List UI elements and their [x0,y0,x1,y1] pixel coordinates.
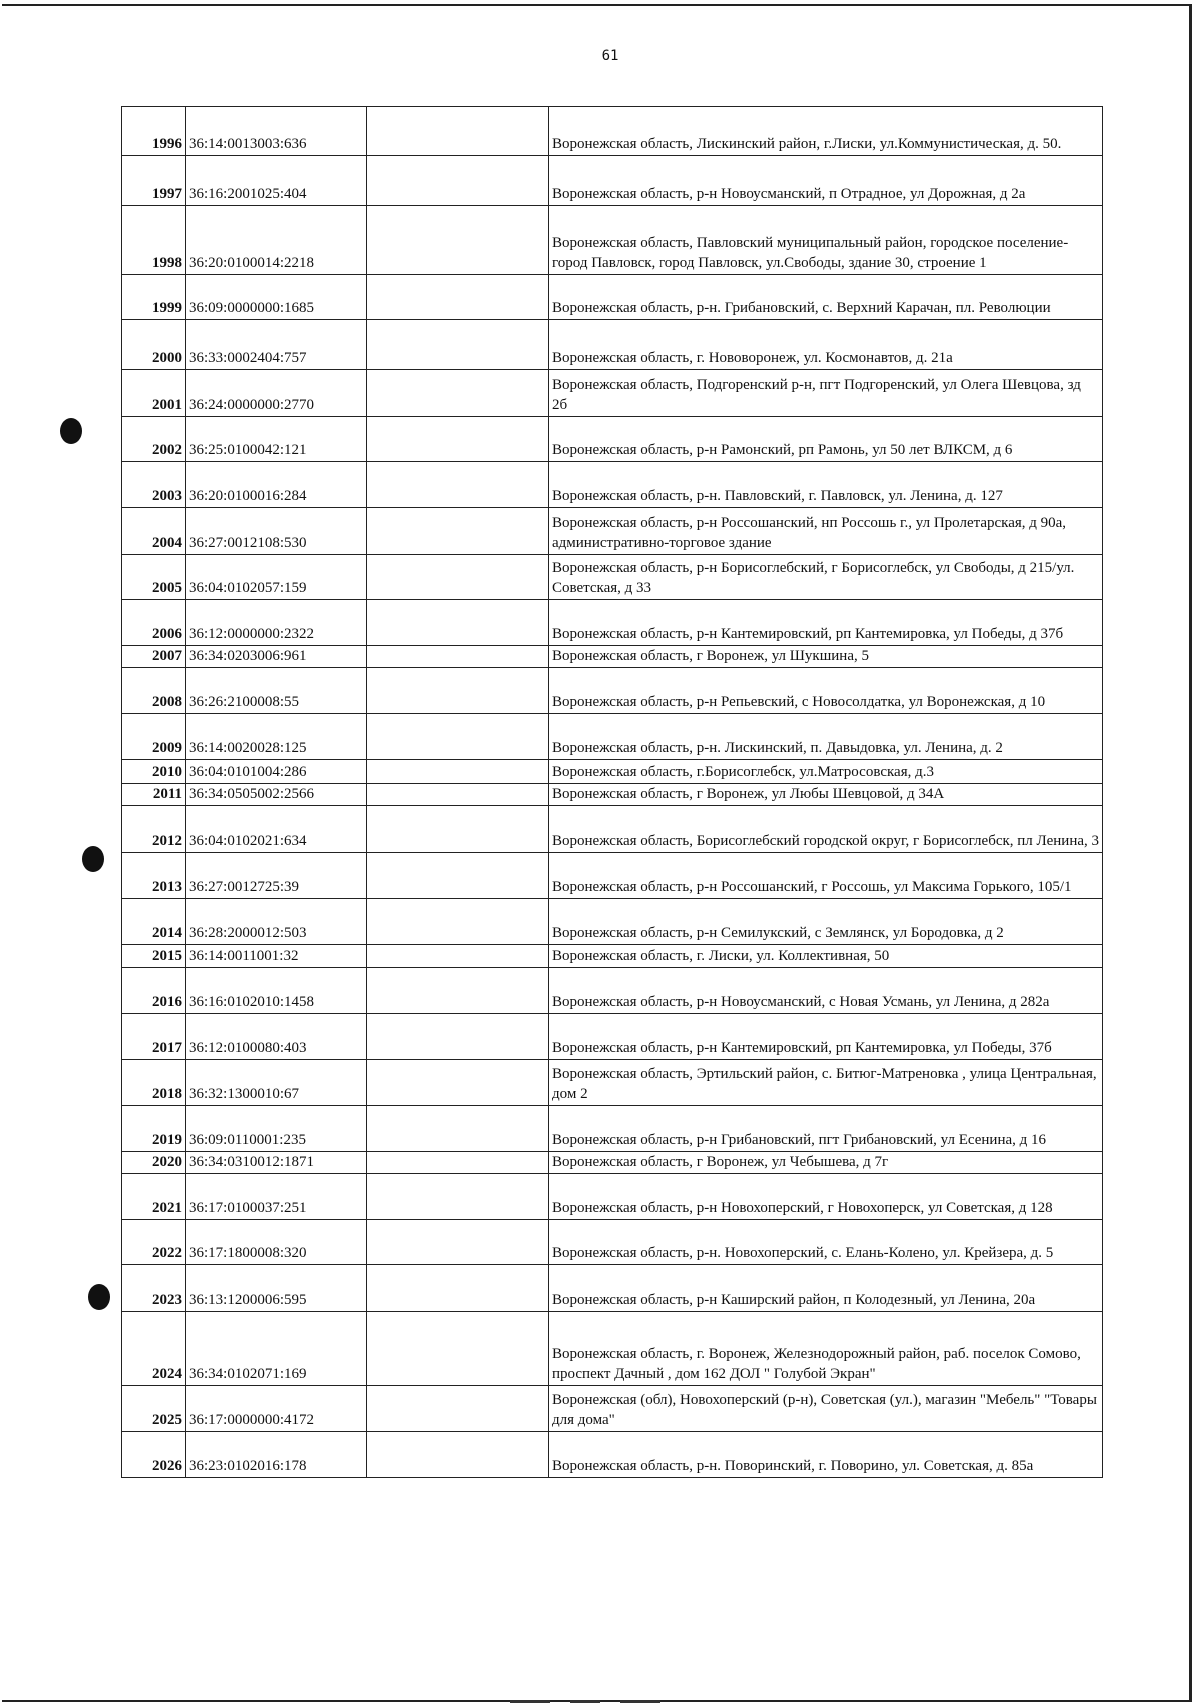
row-number-cell: 2013 [122,853,186,899]
empty-cell [367,760,549,784]
empty-cell [367,320,549,370]
row-number-cell: 2019 [122,1106,186,1152]
address-cell: Воронежская область, р-н Новохоперский, г Новохоперск, ул Советская, д 128 [549,1174,1103,1220]
address-cell: Воронежская область, г Воронеж, ул Шукшина, 5 [549,646,1103,668]
empty-cell [367,206,549,275]
cadastral-number-cell: 36:26:2100008:55 [186,668,367,714]
table-row [122,1432,1103,1478]
cadastral-number-cell: 36:27:0012108:530 [186,508,367,555]
address-cell: Воронежская область, г. Лиски, ул. Коллективная, 50 [549,945,1103,968]
table-row [122,370,1103,417]
address-cell: Воронежская область, р-н Россошанский, нп Россошь г., ул Пролетарская, д 90а, административно-торговое здание [549,508,1103,555]
address-cell: Воронежская область, р-н Новоусманский, п Отрадное, ул Дорожная, д 2а [549,156,1103,206]
cadastral-number-cell: 36:34:0203006:961 [186,646,367,668]
address-cell: Воронежская область, Борисоглебский городской округ, г Борисоглебск, пл Ленина, 3 [549,806,1103,853]
empty-cell [367,1014,549,1060]
cadastral-number-cell: 36:04:0101004:286 [186,760,367,784]
table-row [122,1386,1103,1432]
table-row [122,668,1103,714]
address-cell: Воронежская область, р-н Новоусманский, с Новая Усмань, ул Ленина, д 282а [549,968,1103,1014]
row-number-cell: 2025 [122,1386,186,1432]
row-number-cell: 2020 [122,1152,186,1174]
empty-cell [367,1152,549,1174]
cadastral-number-cell: 36:25:0100042:121 [186,417,367,462]
cadastral-number-cell: 36:23:0102016:178 [186,1432,367,1478]
address-cell: Воронежская область, Эртильский район, с. Битюг-Матреновка , улица Центральная, дом 2 [549,1060,1103,1106]
page-number: 61 [601,48,619,64]
row-number-cell: 2026 [122,1432,186,1478]
cadastral-number-cell: 36:04:0102057:159 [186,555,367,600]
table-row [122,156,1103,206]
table-row [122,1265,1103,1312]
table-row [122,945,1103,968]
scan-artifact-marks [510,1700,670,1703]
row-number-cell: 2018 [122,1060,186,1106]
address-cell: Воронежская область, р-н Борисоглебский, г Борисоглебск, ул Свободы, д 215/ул. Советская, д 33 [549,555,1103,600]
row-number-cell: 2003 [122,462,186,508]
empty-cell [367,462,549,508]
empty-cell [367,1106,549,1152]
address-cell: Воронежская область, р-н. Новохоперский, с. Елань-Колено, ул. Крейзера, д. 5 [549,1220,1103,1265]
address-cell: Воронежская область, р-н. Павловский, г. Павловск, ул. Ленина, д. 127 [549,462,1103,508]
row-number-cell: 1998 [122,206,186,275]
cadastral-number-cell: 36:28:2000012:503 [186,899,367,945]
table-row [122,462,1103,508]
table-row [122,968,1103,1014]
empty-cell [367,1432,549,1478]
cadastral-number-cell: 36:16:2001025:404 [186,156,367,206]
address-cell: Воронежская область, р-н Кантемировский, рп Кантемировка, ул Победы, д 37б [549,600,1103,646]
table-row [122,275,1103,320]
empty-cell [367,370,549,417]
empty-cell [367,646,549,668]
row-number-cell: 2024 [122,1312,186,1386]
empty-cell [367,275,549,320]
row-number-cell: 2023 [122,1265,186,1312]
table-row [122,646,1103,668]
row-number-cell: 1999 [122,275,186,320]
punch-hole-mark [88,1284,110,1310]
row-number-cell: 2015 [122,945,186,968]
cadastral-number-cell: 36:34:0505002:2566 [186,784,367,806]
address-cell: Воронежская область, р-н Репьевский, с Новосолдатка, ул Воронежская, д 10 [549,668,1103,714]
row-number-cell: 2004 [122,508,186,555]
cadastral-number-cell: 36:20:0100016:284 [186,462,367,508]
empty-cell [367,156,549,206]
table-row [122,508,1103,555]
address-cell: Воронежская область, Павловский муниципальный район, городское поселение- город Павловск, город Павловск, ул.Свободы, здание 30, строение 1 [549,206,1103,275]
address-cell: Воронежская область, Подгоренский р-н, пгт Подгоренский, ул Олега Шевцова, зд 2б [549,370,1103,417]
cadastral-number-cell: 36:14:0020028:125 [186,714,367,760]
row-number-cell: 2022 [122,1220,186,1265]
punch-hole-mark [82,846,104,872]
empty-cell [367,1174,549,1220]
cadastral-number-cell: 36:12:0100080:403 [186,1014,367,1060]
row-number-cell: 2012 [122,806,186,853]
address-cell: Воронежская область, р-н. Лискинский, п. Давыдовка, ул. Ленина, д. 2 [549,714,1103,760]
punch-hole-mark [60,418,82,444]
cadastral-number-cell: 36:27:0012725:39 [186,853,367,899]
empty-cell [367,1386,549,1432]
address-cell: Воронежская область, г. Нововоронеж, ул. Космонавтов, д. 21а [549,320,1103,370]
table-row [122,1220,1103,1265]
row-number-cell: 2009 [122,714,186,760]
cadastral-number-cell: 36:04:0102021:634 [186,806,367,853]
cadastral-number-cell: 36:16:0102010:1458 [186,968,367,1014]
row-number-cell: 2008 [122,668,186,714]
address-cell: Воронежская область, р-н Рамонский, рп Рамонь, ул 50 лет ВЛКСМ, д 6 [549,417,1103,462]
cadastral-number-cell: 36:09:0110001:235 [186,1106,367,1152]
row-number-cell: 2007 [122,646,186,668]
table-row [122,555,1103,600]
row-number-cell: 1997 [122,156,186,206]
row-number-cell: 1996 [122,107,186,156]
cadastral-number-cell: 36:17:0000000:4172 [186,1386,367,1432]
table-row [122,760,1103,784]
cadastral-number-cell: 36:09:0000000:1685 [186,275,367,320]
table-row [122,1014,1103,1060]
table-row [122,714,1103,760]
table-row [122,853,1103,899]
property-registry-table [121,106,1103,1478]
empty-cell [367,945,549,968]
empty-cell [367,784,549,806]
table-row [122,784,1103,806]
cadastral-number-cell: 36:34:0310012:1871 [186,1152,367,1174]
empty-cell [367,1220,549,1265]
empty-cell [367,1060,549,1106]
row-number-cell: 2011 [122,784,186,806]
address-cell: Воронежская область, р-н Россошанский, г Россошь, ул Максима Горького, 105/1 [549,853,1103,899]
address-cell: Воронежская область, г Воронеж, ул Любы Шевцовой, д 34А [549,784,1103,806]
empty-cell [367,668,549,714]
row-number-cell: 2005 [122,555,186,600]
address-cell: Воронежская область, г Воронеж, ул Чебышева, д 7г [549,1152,1103,1174]
address-cell: Воронежская область, р-н Грибановский, пгт Грибановский, ул Есенина, д 16 [549,1106,1103,1152]
address-cell: Воронежская область, р-н Каширский район, п Колодезный, ул Ленина, 20а [549,1265,1103,1312]
row-number-cell: 2006 [122,600,186,646]
cadastral-number-cell: 36:34:0102071:169 [186,1312,367,1386]
cadastral-number-cell: 36:14:0013003:636 [186,107,367,156]
cadastral-number-cell: 36:12:0000000:2322 [186,600,367,646]
empty-cell [367,714,549,760]
address-cell: Воронежская область, р-н. Поворинский, г. Поворино, ул. Советская, д. 85а [549,1432,1103,1478]
empty-cell [367,806,549,853]
table-row [122,600,1103,646]
address-cell: Воронежская область, р-н Кантемировский, рп Кантемировка, ул Победы, 37б [549,1014,1103,1060]
empty-cell [367,1312,549,1386]
address-cell: Воронежская (обл), Новохоперский (р-н), Советская (ул.), магазин "Мебель" "Товары для дома" [549,1386,1103,1432]
table-row [122,899,1103,945]
empty-cell [367,107,549,156]
cadastral-number-cell: 36:32:1300010:67 [186,1060,367,1106]
cadastral-number-cell: 36:13:1200006:595 [186,1265,367,1312]
address-cell: Воронежская область, р-н Семилукский, с Землянск, ул Бородовка, д 2 [549,899,1103,945]
row-number-cell: 2017 [122,1014,186,1060]
address-cell: Воронежская область, г.Борисоглебск, ул.Матросовская, д.3 [549,760,1103,784]
address-cell: Воронежская область, р-н. Грибановский, с. Верхний Карачан, пл. Революции [549,275,1103,320]
cadastral-number-cell: 36:17:0100037:251 [186,1174,367,1220]
address-cell: Воронежская область, Лискинский район, г.Лиски, ул.Коммунистическая, д. 50. [549,107,1103,156]
table-row [122,806,1103,853]
table-row [122,107,1103,156]
table-row [122,320,1103,370]
empty-cell [367,508,549,555]
row-number-cell: 2021 [122,1174,186,1220]
cadastral-number-cell: 36:14:0011001:32 [186,945,367,968]
table-row [122,1174,1103,1220]
cadastral-number-cell: 36:17:1800008:320 [186,1220,367,1265]
table-row [122,1106,1103,1152]
registry-body [122,107,1103,1478]
address-cell: Воронежская область, г. Воронеж, Железнодорожный район, раб. поселок Сомово, проспект Дачный , дом 162 ДОЛ " Голубой Экран" [549,1312,1103,1386]
row-number-cell: 2001 [122,370,186,417]
table-row [122,1312,1103,1386]
table-row [122,1152,1103,1174]
empty-cell [367,417,549,462]
row-number-cell: 2010 [122,760,186,784]
empty-cell [367,600,549,646]
empty-cell [367,1265,549,1312]
empty-cell [367,899,549,945]
row-number-cell: 2002 [122,417,186,462]
row-number-cell: 2016 [122,968,186,1014]
table-row [122,1060,1103,1106]
empty-cell [367,853,549,899]
cadastral-number-cell: 36:20:0100014:2218 [186,206,367,275]
row-number-cell: 2000 [122,320,186,370]
table-row [122,206,1103,275]
cadastral-number-cell: 36:24:0000000:2770 [186,370,367,417]
empty-cell [367,555,549,600]
table-row [122,417,1103,462]
row-number-cell: 2014 [122,899,186,945]
empty-cell [367,968,549,1014]
cadastral-number-cell: 36:33:0002404:757 [186,320,367,370]
